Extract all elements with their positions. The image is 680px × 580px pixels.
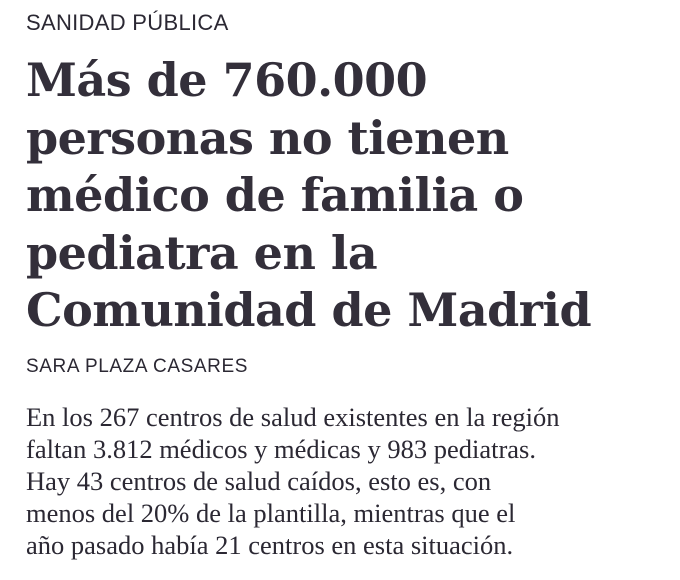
section-label[interactable]: SANIDAD PÚBLICA [26, 10, 229, 35]
lead-line: En los 267 centros de salud existentes en la región [26, 401, 560, 432]
lead-paragraph [26, 401, 666, 561]
lead-line: menos del 20% de la plantilla, mientras que el [26, 497, 516, 528]
headline-line: médico de familia o [26, 168, 524, 222]
headline-line: personas no tienen [26, 110, 509, 165]
lead-line: Hay 43 centros de salud caídos, esto es, con [26, 465, 492, 496]
lead-line: faltan 3.812 médicos y médicas y 983 pediatras. [26, 433, 536, 464]
headline-line: Más de 760.000 [26, 53, 428, 107]
article [26, 8, 666, 561]
author-byline[interactable]: SARA PLAZA CASARES [26, 355, 248, 377]
headline[interactable] [26, 52, 666, 340]
headline-line: Comunidad de Madrid [26, 283, 592, 337]
lead-line: año pasado había 21 centros en esta situación. [26, 529, 514, 560]
headline-line: pediatra en la [26, 225, 378, 280]
